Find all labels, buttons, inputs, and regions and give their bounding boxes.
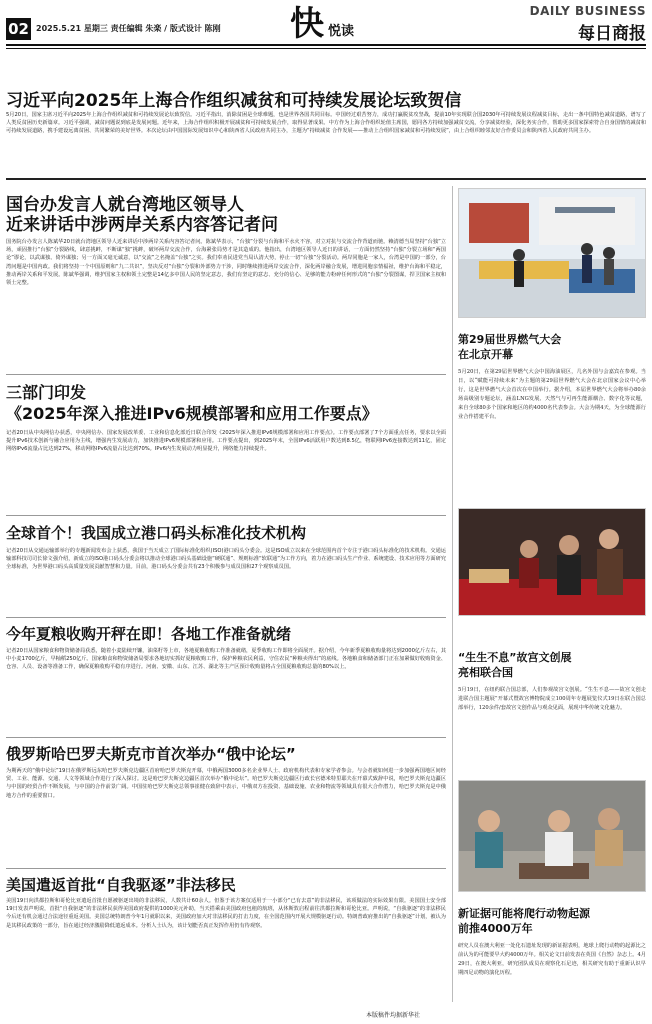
article-divider: [6, 374, 446, 375]
article-title: 今年夏粮收购开秤在即！各地工作准备就绪: [6, 625, 292, 643]
sidebar-title: “生生不息”故宫文创展: [458, 651, 572, 664]
sidebar-title: 亮相联合国: [458, 666, 513, 679]
article-body: 美国19日向洪都拉斯和哥伦比亚遣返首批自愿被驱逐出境的非法移民，人数共计60余人。但鉴于该方案仅适用于一小部分“已有去意”的非法移民，该项做法的实际效果有限。美国国土安全部19日发表声明说，首批“自我驱逐”的非法移民获得美国政府提供的1000美元补助，当天搭乘由美国政府包租的航班，从休斯敦启程前往洪都拉斯和哥伦比亚。声明说，“自我驱逐”的非法移民今后还有机会通过合法途径重返美国。美国总统特朗普今年1月就职以来，美国政府加大对非法移民的打击力度，在全国范围内开展大规模驱逐行动。特朗普政府推出的“自我驱逐”计划，被认为是其移民政策的一部分，旨在通过经济激励降低遣返成本。分析人士认为，该计划能否真正发挥作用仍有待观察。: [6, 898, 446, 929]
sidebar-body: 5月19日，在纽约联合国总部，人们参观故宫文创展。“生生不息——故宫文创走进联合国主题展”开幕式暨故宫博物院成立100周年专题展览仪式19日在联合国总部举行，120余件/套故宫文创作品与观众见面，展现中华传统文化魅力。: [458, 687, 646, 711]
article-divider: [6, 868, 446, 869]
sidebar-body: 研究人员在澳大利亚一处化石遗址发现的新证据表明，地球上爬行动物的起源比之前认为的可能要早大约4000万年。相关论文日前发表在英国《自然》杂志上。4月29日，在澳大利亚，研究团队成员在观察化石足迹，相关研究有助于重新认识早期四足动物的演化历程。: [458, 943, 646, 976]
article-divider: [6, 617, 446, 618]
article-body: 记者20日从中央网信办获悉，中央网信办、国家发展改革委、工业和信息化部近日联合印发《2025年深入推进IPv6规模部署和应用工作要点》。工作要点部署了7个方面重点任务，要求以全面提升IPv6技术创新与融合应用为主线，增强内生发展动力，加快推进IPv6规模部署和应用。工作要点提出，到2025年末，全国IPv6活跃用户数达到8.5亿，物联网IPv6连接数达到11亿，固定网络IPv6流量占比达到27%，移动网络IPv6流量占比达到70%。IPv6内生发展动力明显提升，网络能力持续提升。: [6, 430, 446, 453]
article-title: 国台办发言人就台湾地区领导人: [6, 195, 244, 215]
masthead: [0, 0, 652, 52]
article-divider: [6, 515, 446, 516]
fossil-photo: [458, 780, 646, 892]
section-char: 快: [290, 4, 324, 44]
sidebar-title: 新证据可能将爬行动物起源: [458, 907, 590, 920]
footer-credit: 本版稿件均据新华社: [365, 1012, 420, 1019]
sidebar-body: 5月20日，在第29届世界燃气大会中国海油展区，几名外国与会嘉宾在参观。当日，以“赋能可持续未来”为主题的第29届世界燃气大会在北京国家会议中心举行，这是世界燃气大会首次在中国举行。据介绍，本届世界燃气大会将举办80余场高级别专题论坛，涵盖LNG发展、天然气与可再生能源耦合、数字化等议题，来自全球80多个国家和地区的约4000名代表参会。大会为期4天，为全球能源行业合作搭建平台。: [458, 369, 646, 420]
article-body: 为期两天的“俄中论坛”19日在俄罗斯远东哈巴罗夫斯克边疆区首府哈巴罗夫斯克开幕，中俄两国3000多名企业界人士、政府机构代表和专家学者参会。与会者就如何进一步加强两国地区间经贸、工业、能源、交通、人文等领域合作进行了深入探讨。这是哈巴罗夫斯克边疆区首次举办“俄中论坛”。哈巴罗夫斯克边疆区行政长官德米特里耶夫在开幕式致辞中说，哈巴罗夫斯克边疆区与中国的经贸合作不断发展，与中国的合作前景广阔。中国驻哈巴罗夫斯克总领事崔健在致辞中表示，中俄双方在投资、基础设施、农业和物流等领域具有很大合作潜力，哈巴罗夫斯克是中俄地方合作的重要窗口。: [6, 768, 446, 799]
exhibit-photo: [458, 508, 646, 616]
article-body: 国务院台办发言人陈斌华20日就台湾地区领导人近来讲话中涉两岸关系内容答记者问。陈斌华表示，“台独”分裂与台海和平水火不容，对立对抗与交流合作背道而驰。赖清德当局坚持“台独”立场，顽固推行“台独”分裂路线，肆意挑衅，不断谋“独”挑衅，破坏两岸交流合作，台海紧张局势才是其造成的。他指出，台湾地区领导人近日的讲话，一方面仍然坚持“台独”分裂立场和“两国论”谬论，以武谋独、倚外谋独；另一方面又毫无诚意，以“交流”之名掩盖“台独”之实。我们奉劝民进党当局认清大势，停止一切“台独”分裂活动。两岸同胞是一家人，台湾是中国的一部分，台湾问题是中国内政。我们将坚持一个中国原则和“九二共识”，坚决反对“台独”分裂和外部势力干涉，同时继续推进两岸交流合作，深化两岸融合发展，增进同胞亲情福祉，维护台海和平稳定，推动两岸关系和平发展。陈斌华强调，维护国家主权和领土完整是14亿多中国人民的坚定意志，我们有坚定的意志、充分的信心、足够的能力粉碎任何形式的“台独”分裂图谋，捍卫国家主权和领土完整。: [6, 239, 446, 287]
sidebar-title: 在北京开幕: [458, 348, 513, 361]
issue-meta: 2025.5.21 星期三 责任编辑 朱楽 / 版式设计 陈刚: [36, 24, 221, 33]
article-title: 习近平向2025年上海合作组织减贫和可持续发展论坛致贺信: [6, 91, 462, 111]
column-divider: [452, 186, 453, 1002]
article-title: 《2025年深入推进IPv6规模部署和应用工作要点》: [6, 404, 378, 423]
article-body: 5月20日，国家主席习近平向2025年上海合作组织减贫和可持续发展论坛致贺信。习近平指出，消除贫困是全球难题，也是世界各国共同目标。中国经过艰苦努力，成功打赢脱贫攻坚战，提前10年实现联合国2030年可持续发展议程减贫目标，走出一条中国特色减贫道路，谱写了人类反贫困历史新篇章。习近平强调，减贫问题说到底是发展问题。近年来，上海合作组织积极开展减贫和可持续发展合作，取得显著成果。中方作为上海合作组织轮值主席国，愿同各方持续加强减贫交流，分享减贫经验，深化务实合作，帮助更多国家探索符合自身国情的减贫和可持续发展道路，携手建设远离贫困、共同繁荣的美好世界。本次论坛由中国国际发展知识中心和陕西省人民政府共同主办，主题为“持续减贫 合作发展——推动上合组织国家减贫和可持续发展”，由上合组织睦邻友好合作委员会和陕西省人民政府共同主办。: [6, 112, 646, 135]
brand-chinese: 每日商报: [578, 24, 646, 44]
article-divider: [6, 737, 446, 738]
article-body: 记者20日从国家粮食和物资储备局获悉，随着小麦陆续开镰，油菜籽等上市，各地夏粮收购工作准备就绪，夏季收购工作即将全面展开。据介绍，今年新季夏粮收购量将达到2000亿斤左右，其中小麦1700亿斤，早籼稻250亿斤。国家粮食和物资储备局要求各地切实抓好夏粮收购工作，保护种粮农民利益，守住农民“种粮卖得出”的底线。各地粮食和储备部门正在加紧做好收购资金、仓容、人员、设备等准备工作，确保夏粮收购平稳有序进行。河南、安徽、山东、江苏、湖北等主产区预计收购量将占全国夏粮收购总量的80%以上。: [6, 648, 446, 671]
article-title: 近来讲话中涉两岸关系内容答记者问: [6, 215, 278, 235]
header-rule: [6, 44, 646, 46]
page-number: 02: [6, 18, 31, 40]
expo-photo: [458, 188, 646, 318]
section-divider: [6, 178, 646, 180]
brand-english: DAILY BUSINESS: [529, 4, 646, 18]
article-body: 记者20日从交通运输部举行的专题新闻发布会上获悉，我国于当天成立了国际标准化组织(ISO)港口码头分委会。这是ISO成立以来在全球范围内首个专注于港口码头标准化的技术机构。交通运输部科技司司长徐文强介绍，新成立的ISO港口码头分委会将以推动全球港口码头基础设施“硬联通”、规则标准“软联通”为工作方向，着力在港口码头生产作业、系统建设、技术应用等方面研究全球标准，为世界港口码头高质量发展贡献智慧和力量。目前，港口码头分委会共有23个积极参与成员国和27个观察成员国。: [6, 548, 446, 571]
article-title: 全球首个！我国成立港口码头标准化技术机构: [6, 524, 307, 542]
article-title: 三部门印发: [6, 383, 87, 402]
header-rule-thin: [6, 48, 646, 49]
article-title: 美国遣返首批“自我驱逐”非法移民: [6, 876, 236, 894]
sidebar-title: 第29届世界燃气大会: [458, 333, 562, 346]
sidebar-title: 前推4000万年: [458, 922, 533, 935]
article-title: 俄罗斯哈巴罗夫斯克市首次举办“俄中论坛”: [6, 745, 296, 763]
section-name: 悦读: [328, 24, 355, 39]
